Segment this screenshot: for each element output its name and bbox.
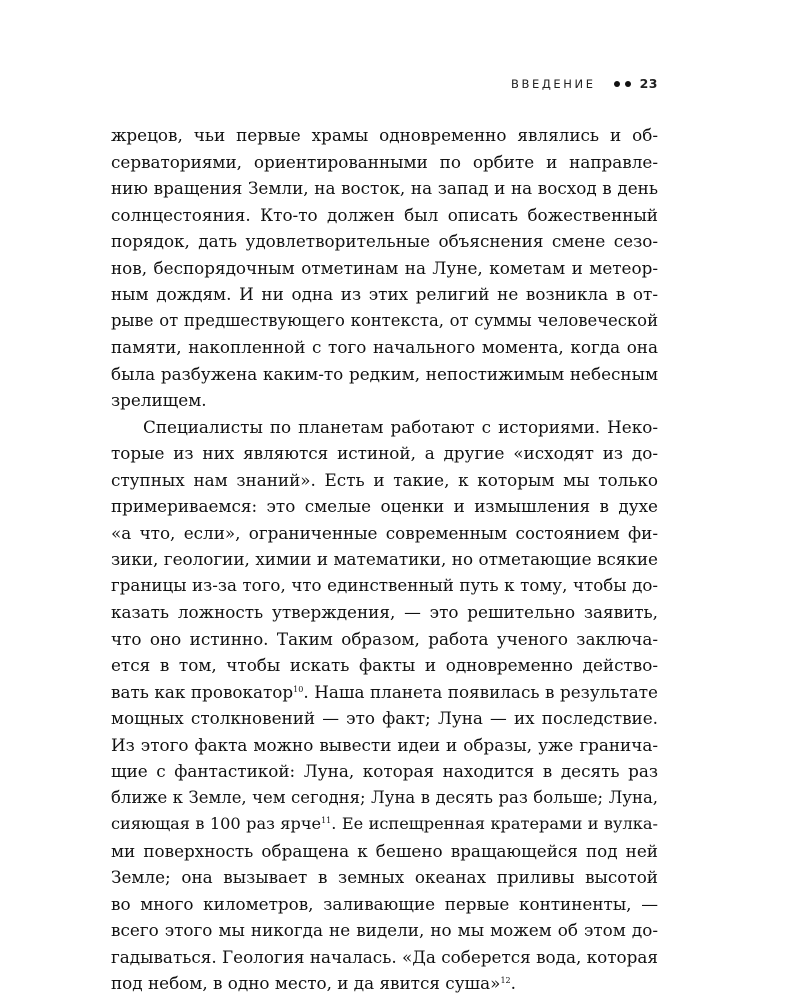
paragraph-1 xyxy=(111,122,658,414)
line-text: под небом, в одно место, и да явится суша» xyxy=(111,973,501,993)
text-line xyxy=(111,679,658,706)
line-text: . xyxy=(510,973,516,993)
footnote-ref[interactable]: 12 xyxy=(500,976,511,985)
text-line xyxy=(111,811,658,838)
text-line: Специалисты по планетам работают с историями. Неко- xyxy=(143,416,658,437)
text-line xyxy=(111,970,658,997)
dot-icon xyxy=(614,81,620,87)
line-text: сияющая в 100 раз ярче xyxy=(111,814,322,833)
footnote-ref[interactable]: 10 xyxy=(293,684,304,694)
text-line: рыве от предшествующего контекста, от суммы человеческой xyxy=(111,310,658,330)
text-line: жрецов, чьи первые храмы одновременно являлись и об- xyxy=(111,125,658,145)
text-line: порядок, дать удовлетворительные объяснения смене сезо- xyxy=(111,231,658,251)
paragraph-2 xyxy=(111,414,658,997)
text-line: ми поверхность обращена к бешено вращающейся под ней xyxy=(111,840,658,861)
text-line: границы из-за того, что единственный путь к тому, чтобы до- xyxy=(111,575,658,595)
text-line: ется в том, чтобы искать факты и одновременно действо- xyxy=(111,655,658,675)
header-dots-ornament xyxy=(614,81,631,87)
text-line: солнцестояния. Кто-то должен был описать божественный xyxy=(111,204,658,225)
text-line: ближе к Земле, чем сегодня; Луна в десять раз больше; Луна, xyxy=(111,787,658,807)
text-line: казать ложность утверждения, — это решительно заявить, xyxy=(111,602,658,622)
running-header xyxy=(511,76,658,91)
line-text: . Ее испещренная кратерами и вулка- xyxy=(331,814,658,833)
text-line: всего этого мы никогда не видели, но мы можем об этом до- xyxy=(111,920,658,940)
text-line: зики, геологии, химии и математики, но отметающие всякие xyxy=(111,549,658,569)
text-line: нов, беспорядочным отметинам на Луне, кометам и метеор- xyxy=(111,257,658,278)
text-line: гадываться. Геология началась. «Да соберется вода, которая xyxy=(111,946,658,967)
text-line: примериваемся: это смелые оценки и измышления в духе xyxy=(111,496,658,516)
line-text: вать как провокатор xyxy=(111,681,294,702)
text-line: ступных нам знаний». Есть и такие, к которым мы только xyxy=(111,469,658,490)
text-line: щие с фантастикой: Луна, которая находится в десять раз xyxy=(111,761,658,781)
dot-icon xyxy=(625,81,631,87)
text-line: памяти, накопленной с того начального момента, когда она xyxy=(111,337,658,357)
section-title: ВВЕДЕНИЕ xyxy=(510,76,596,91)
text-line: серваториями, ориентированными по орбите и направле- xyxy=(111,151,658,172)
text-line: торые из них являются истиной, а другие «исходят из до- xyxy=(111,443,658,463)
page-number: 23 xyxy=(639,76,658,91)
text-line: ным дождям. И ни одна из этих религий не возникла в от- xyxy=(111,284,658,304)
text-line: во много километров, заливающие первые континенты, — xyxy=(111,893,658,914)
footnote-ref[interactable]: 11 xyxy=(321,816,332,825)
text-line: Земле; она вызывает в земных океанах приливы высотой xyxy=(111,867,658,887)
text-line: мощных столкновений — это факт; Луна — их последствие. xyxy=(111,708,658,728)
text-line: Из этого факта можно вывести идеи и образы, уже гранича- xyxy=(111,734,658,755)
text-line: зрелищем. xyxy=(111,390,207,410)
text-line: нию вращения Земли, на восток, на запад и на восход в день xyxy=(111,178,658,198)
text-line: была разбужена каким-то редким, непостижимым небесным xyxy=(111,363,658,384)
text-line: что оно истинно. Таким образом, работа ученого заключа- xyxy=(111,628,658,649)
body-text xyxy=(111,122,658,997)
line-text: . Наша планета появилась в результате xyxy=(303,681,658,702)
text-line: «а что, если», ограниченные современным состоянием фи- xyxy=(111,522,658,543)
